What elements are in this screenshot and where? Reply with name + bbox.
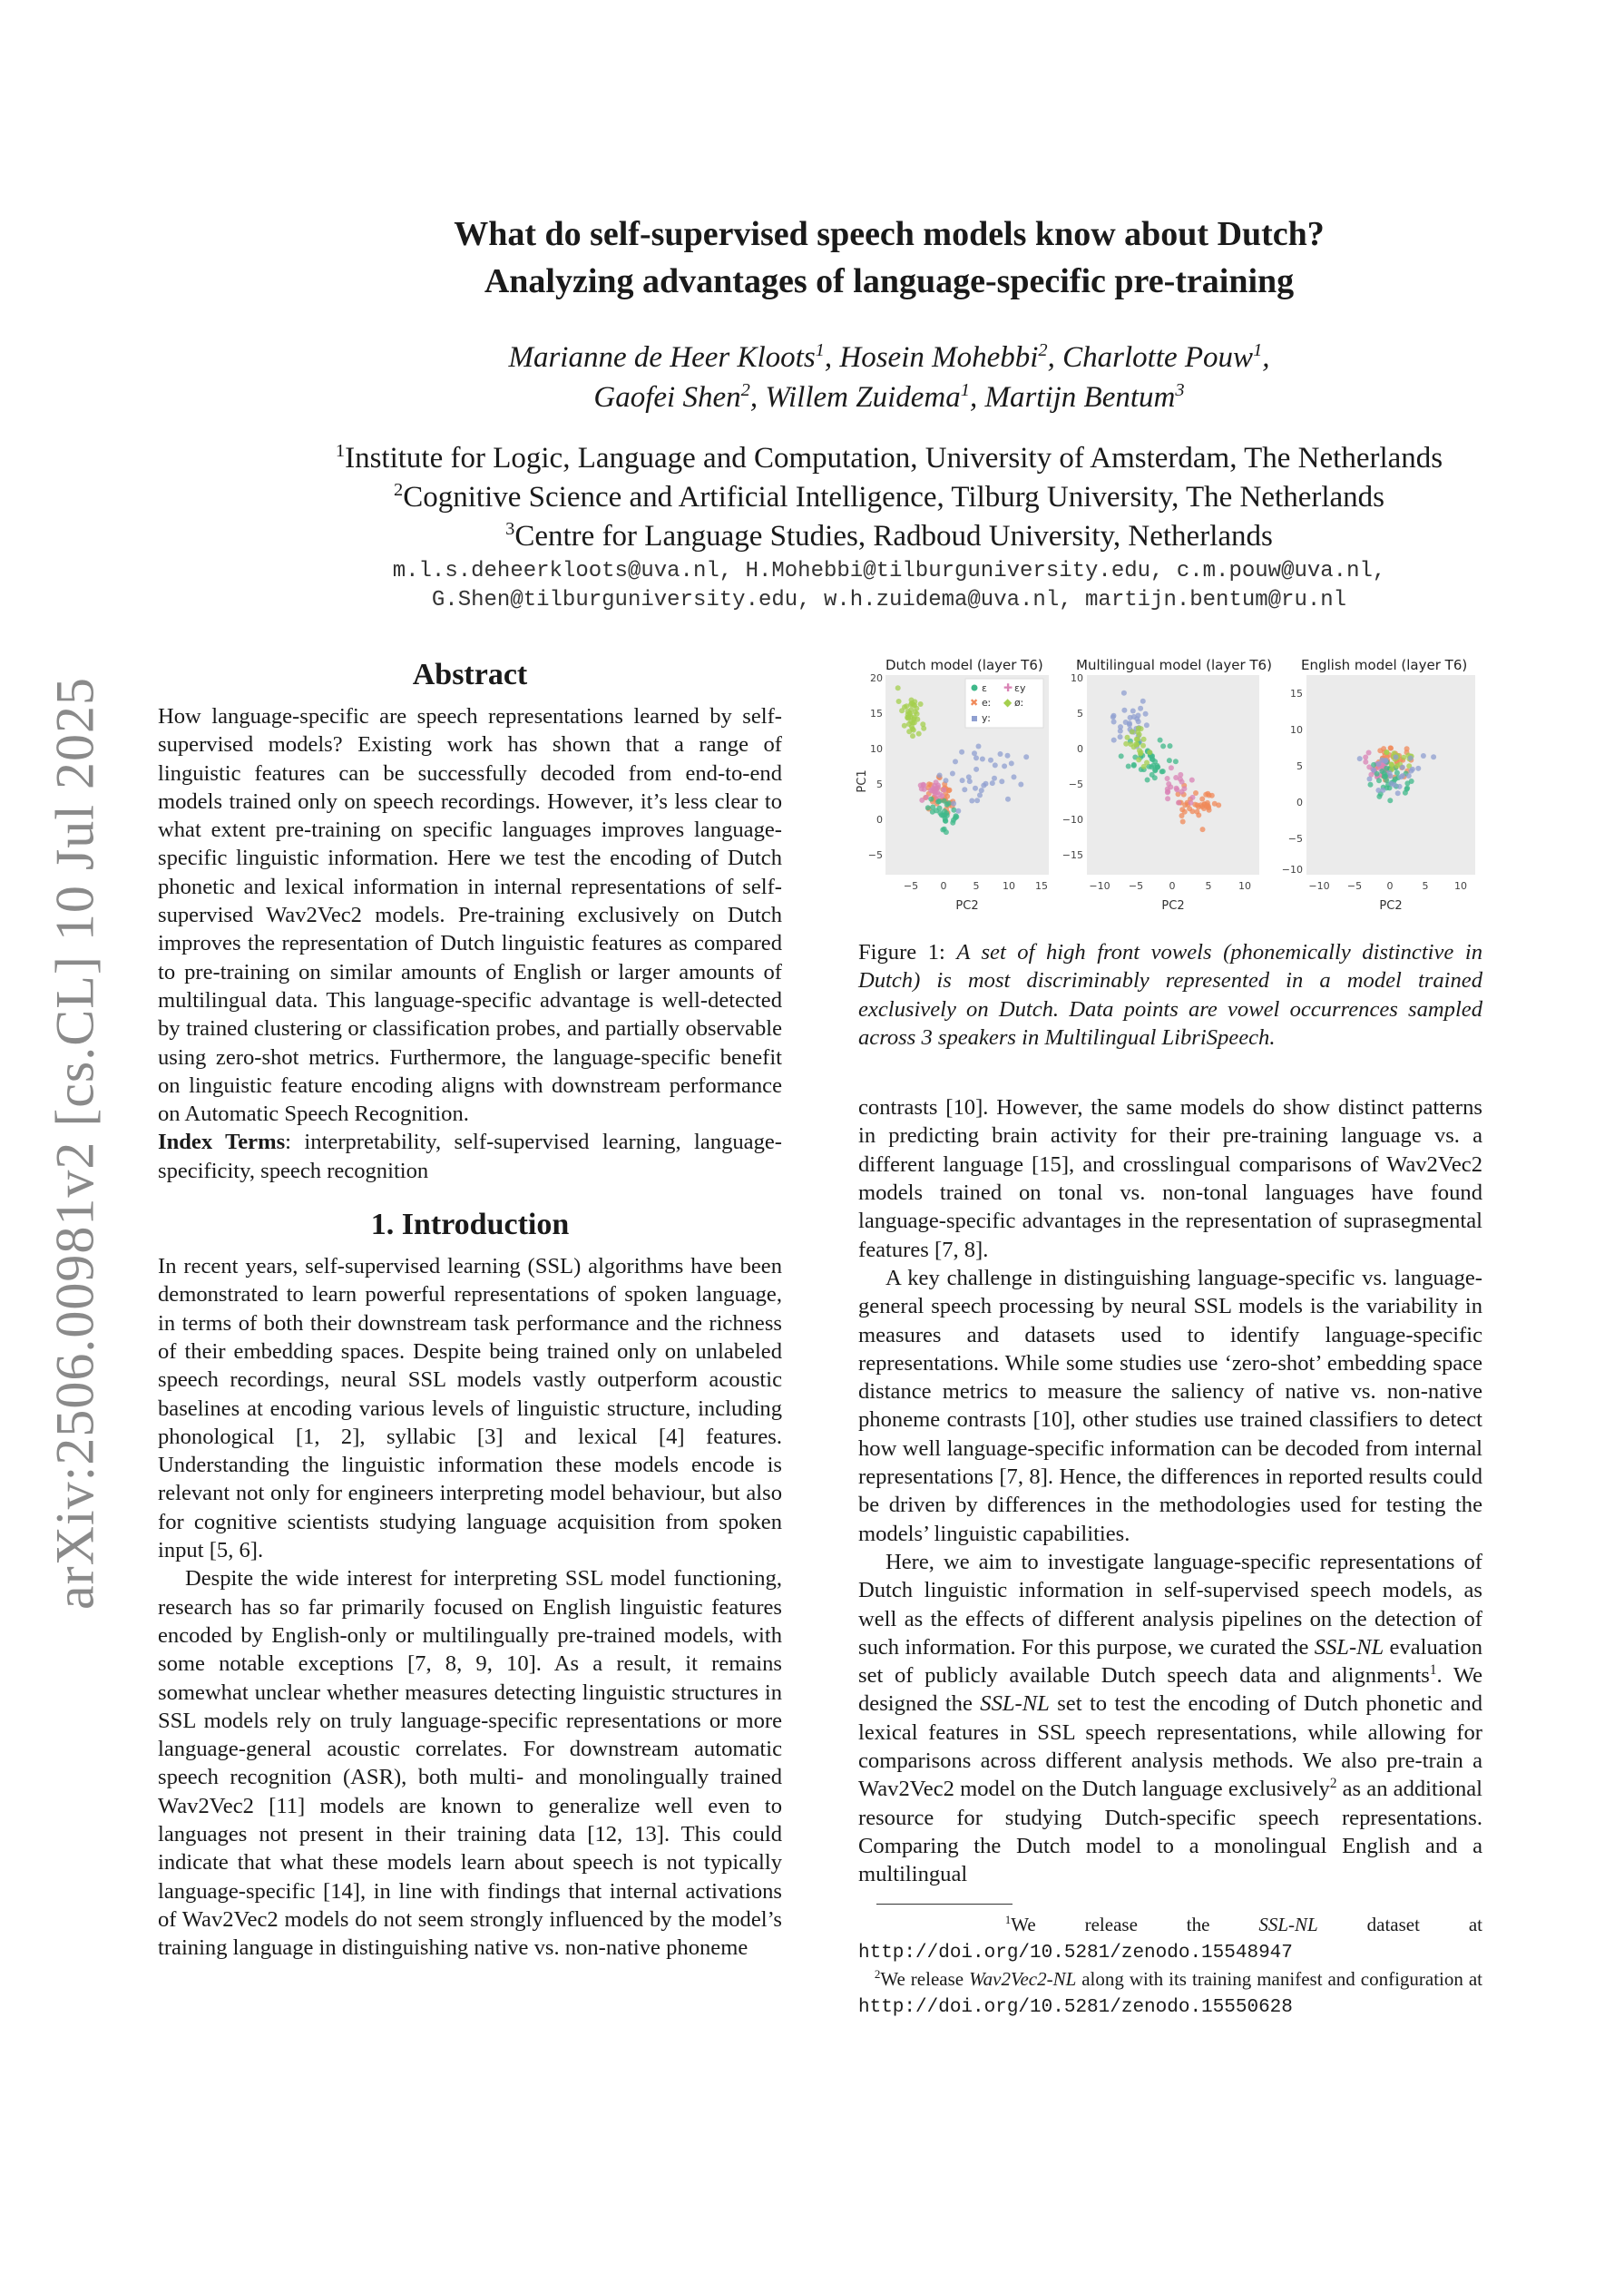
- scatter-point: [909, 700, 915, 706]
- scatter-point: [976, 744, 982, 749]
- scatter-point: [1125, 735, 1130, 740]
- scatter-point: [1205, 802, 1210, 808]
- dataset-name: SSL-NL: [1258, 1913, 1318, 1935]
- y-tick: 10: [1290, 724, 1303, 736]
- scatter-point: [1388, 745, 1394, 750]
- scatter-point: [1408, 756, 1414, 761]
- scatter-point: [902, 723, 907, 729]
- scatter-point: [935, 799, 941, 805]
- author-sep: ,: [969, 381, 985, 414]
- scatter-point: [911, 728, 916, 733]
- y-tick: 0: [876, 814, 883, 826]
- author-affil-mark: 1: [960, 380, 970, 400]
- text-span: We release the: [1011, 1913, 1259, 1935]
- scatter-point: [1139, 726, 1144, 731]
- scatter-point: [973, 786, 978, 791]
- scatter-point: [1111, 713, 1117, 719]
- scatter-point: [1005, 753, 1011, 759]
- author-affil-mark: 1: [1253, 340, 1263, 360]
- scatter-point: [1111, 738, 1117, 743]
- x-tick: 5: [1205, 880, 1212, 892]
- scatter-point: [972, 750, 977, 756]
- author-sep: ,: [1047, 341, 1063, 374]
- scatter-point: [1400, 773, 1405, 779]
- author-line-2: [154, 377, 1624, 417]
- scatter-point: [1180, 819, 1186, 825]
- dataset-name: SSL-NL: [980, 1691, 1050, 1717]
- scatter-point: [899, 708, 905, 713]
- scatter-point: [998, 751, 1003, 757]
- scatter-point: [1406, 773, 1412, 779]
- scatter-point: [1165, 776, 1170, 781]
- scatter-point: [1357, 756, 1363, 761]
- panel-title: Multilingual model (layer T6): [1076, 657, 1272, 673]
- scatter-point: [944, 794, 950, 799]
- text-span: as an additional resource for studying Dutch-specific speech representations. Comparing the Dutch model to a monolingual English and a multilingual: [858, 1777, 1483, 1887]
- scatter-point: [950, 771, 955, 777]
- scatter-point: [1138, 706, 1143, 711]
- legend-label: ɛy: [1014, 682, 1026, 694]
- email-line-1: m.l.s.deheerkloots@uva.nl, H.Mohebbi@tilburguniversity.edu, c.m.pouw@uva.nl,: [392, 559, 1386, 583]
- footnote-marker: 1: [1429, 1661, 1437, 1678]
- scatter-point: [1363, 755, 1368, 760]
- scatter-point: [1397, 784, 1403, 789]
- intro-paragraph-5: [858, 1548, 1482, 1889]
- scatter-point: [1155, 765, 1160, 770]
- scatter-point: [1368, 782, 1374, 788]
- x-tick: 10: [1238, 880, 1251, 892]
- scatter-point: [910, 720, 915, 726]
- doi-link[interactable]: http://doi.org/10.5281/zenodo.15548947: [858, 1942, 1293, 1964]
- scatter-point: [895, 685, 901, 691]
- legend-marker: [972, 716, 977, 721]
- scatter-point: [1194, 809, 1199, 815]
- arxiv-id: arXiv:2506.00981v2 [cs.CL] 10 Jul 2025: [44, 677, 105, 1610]
- scatter-point: [934, 779, 939, 785]
- scatter-point: [1199, 797, 1205, 802]
- x-tick: −10: [1308, 880, 1330, 892]
- scatter-point: [1005, 797, 1011, 802]
- scatter-point: [993, 762, 998, 768]
- scatter-point: [1207, 808, 1212, 813]
- scatter-point: [944, 778, 949, 783]
- scatter-point: [905, 714, 911, 720]
- scatter-point: [1167, 758, 1172, 763]
- x-tick: −10: [1089, 880, 1110, 892]
- scatter-point: [930, 805, 935, 810]
- scatter-point: [967, 779, 973, 784]
- index-terms: [158, 1128, 782, 1185]
- author-name: Gaofei Shen: [593, 381, 741, 414]
- author-emails: [154, 557, 1624, 615]
- scatter-point: [928, 797, 934, 802]
- scatter-point: [1431, 754, 1436, 759]
- panel-title: English model (layer T6): [1301, 657, 1468, 673]
- scatter-point: [1366, 750, 1372, 756]
- scatter-point: [979, 788, 984, 793]
- author-sep: ,: [1262, 341, 1270, 374]
- scatter-point: [1145, 778, 1150, 783]
- x-tick: −5: [1128, 880, 1144, 892]
- scatter-point: [1198, 802, 1204, 808]
- abstract-text: How language-specific are speech representations learned by self-supervised models? Existing work has shown that a range of linguistic features can be successfully decoded from end-to-end models trained only on speech recordings. However, it’s less clear to what extent pre-training on specific languages improves language-specific linguistic information. Here we test the encoding of Dutch phonetic and lexical information in internal representations of self-supervised Wav2Vec2 models. Pre-training exclusively on Dutch improves the representation of Dutch linguistic features as compared to pre-training on similar amounts of English or larger amounts of multilingual data. This language-specific advantage is well-detected by trained clustering or classification probes, and partially observable using zero-shot metrics. Furthermore, the language-specific benefit on linguistic feature encoding aligns with downstream performance on Automatic Speech Recognition.: [158, 704, 782, 1127]
- scatter-point: [980, 757, 985, 762]
- scatter-point: [1136, 757, 1141, 762]
- scatter-point: [1002, 763, 1007, 769]
- x-axis-label: PC2: [1379, 899, 1403, 913]
- scatter-point: [1384, 749, 1389, 755]
- footnote-1: [858, 1912, 1482, 1966]
- figure-1-caption-text: A set of high front vowels (phonemically distinctive in Dutch) is most discriminably represented in a model trained exclusively on Dutch. Data points are vowel occurrences sampled across 3 speakers in Multilingual LibriSpeech.: [858, 940, 1482, 1050]
- scatter-point: [959, 749, 964, 755]
- figure-1-scatter-plots: [858, 659, 1482, 913]
- scatter-point: [1144, 722, 1150, 728]
- author-name: Charlotte Pouw: [1062, 341, 1254, 374]
- author-affil-mark: 2: [1038, 340, 1048, 360]
- scatter-point: [943, 818, 948, 824]
- author-sep: ,: [824, 341, 840, 374]
- y-tick: 20: [870, 672, 883, 684]
- scatter-point: [973, 767, 979, 772]
- affiliation-list: [154, 439, 1624, 556]
- affil-text: Centre for Language Studies, Radboud University, Netherlands: [514, 520, 1273, 553]
- y-tick: −5: [1068, 779, 1083, 790]
- scatter-point: [1130, 709, 1136, 714]
- scatter-point: [1400, 765, 1405, 770]
- y-tick: 15: [870, 708, 883, 720]
- scatter-point: [1131, 714, 1137, 720]
- scatter-point: [1018, 782, 1023, 788]
- footnote-2: [858, 1966, 1482, 2021]
- scatter-point: [973, 755, 979, 760]
- affil-text: Institute for Logic, Language and Computation, University of Amsterdam, The Netherlands: [345, 442, 1443, 475]
- scatter-point: [953, 759, 958, 764]
- x-tick: 5: [1422, 880, 1429, 892]
- affiliation: [154, 517, 1624, 556]
- scatter-point: [941, 788, 946, 793]
- vowel-legend: [965, 679, 1043, 728]
- legend-marker: ✚: [1003, 681, 1013, 694]
- x-tick: 5: [973, 880, 980, 892]
- scatter-point: [1371, 768, 1376, 773]
- scatter-point: [1363, 759, 1368, 765]
- scatter-point: [1135, 737, 1140, 742]
- scatter-point: [1168, 743, 1173, 749]
- legend-label: yː: [982, 712, 992, 724]
- x-tick: 0: [1386, 880, 1394, 892]
- footnote-num: 2: [874, 1966, 881, 1981]
- scatter-point: [1123, 741, 1129, 747]
- author-name: Marianne de Heer Kloots: [508, 341, 816, 374]
- y-tick: 15: [1290, 688, 1303, 700]
- footnote-marker: 2: [1329, 1776, 1337, 1792]
- scatter-point: [1012, 774, 1017, 779]
- figure-1-caption: [858, 938, 1482, 1052]
- author-list: [154, 338, 1624, 417]
- scatter-point: [1131, 763, 1137, 769]
- text-span: evaluation set of publicly available Dutch speech data and alignments: [858, 1634, 1482, 1689]
- text-span: . We designed the: [858, 1663, 1483, 1717]
- scatter-point: [954, 814, 959, 819]
- x-tick: 15: [1035, 880, 1048, 892]
- affil-num: 1: [335, 441, 346, 461]
- y-tick: 5: [1296, 760, 1303, 772]
- legend-marker: ◆: [1003, 696, 1013, 709]
- affiliation: [154, 439, 1624, 478]
- y-tick: −10: [1281, 864, 1303, 876]
- scatter-point: [1140, 743, 1146, 749]
- scatter-point: [1158, 738, 1163, 743]
- scatter-point: [1375, 788, 1381, 793]
- scatter-point: [896, 699, 902, 704]
- scatter-point: [1130, 730, 1135, 735]
- author-affil-mark: 1: [815, 340, 825, 360]
- figure-1-label: Figure 1:: [858, 940, 957, 965]
- doi-link[interactable]: http://doi.org/10.5281/zenodo.15550628: [858, 1996, 1293, 2018]
- scatter-point: [1189, 778, 1195, 783]
- text-span: along with its training manifest and configuration at: [1076, 1967, 1483, 1990]
- scatter-point: [1147, 749, 1152, 755]
- scatter-point: [1173, 775, 1179, 780]
- scatter-point: [924, 795, 929, 800]
- scatter-point: [1118, 729, 1123, 734]
- text-span: Here, we aim to investigate language-specific representations of Dutch linguistic information in self-supervised speech models, as well as the effects of different analysis pipelines on the detection of such information. For this purpose, we curated the: [858, 1549, 1482, 1660]
- index-terms-text: : interpretability, self-supervised learning, language-specificity, speech recognition: [158, 1130, 782, 1183]
- scatter-point: [1150, 757, 1155, 762]
- scatter-point: [1387, 798, 1393, 803]
- scatter-point: [1009, 760, 1014, 766]
- author-sep: ,: [749, 381, 766, 414]
- scatter-point: [944, 829, 949, 835]
- scatter-point: [1371, 762, 1376, 768]
- y-tick: 0: [1077, 743, 1083, 755]
- scatter-point: [977, 792, 983, 798]
- index-terms-label: Index Terms: [158, 1130, 286, 1155]
- x-ticks: [904, 880, 1048, 892]
- scatter-point: [1139, 749, 1144, 755]
- scatter-point: [1394, 754, 1399, 759]
- y-tick: −15: [1061, 849, 1083, 861]
- scatter-point: [969, 798, 974, 804]
- author-name: Martijn Bentum: [984, 381, 1176, 414]
- scatter-point: [1137, 732, 1142, 738]
- scatter-point: [1394, 763, 1400, 769]
- figure-1: [858, 659, 1482, 913]
- scatter-point: [999, 779, 1004, 784]
- scatter-point: [1160, 743, 1166, 749]
- x-tick: −5: [1346, 880, 1363, 892]
- scatter-point: [1127, 722, 1132, 728]
- scatter-point: [1389, 762, 1394, 768]
- scatter-point: [1119, 753, 1124, 759]
- y-tick: 5: [876, 779, 883, 790]
- legend-label: eː: [982, 697, 992, 709]
- text-span: We release: [880, 1967, 970, 1990]
- dataset-name: SSL-NL: [1314, 1634, 1384, 1660]
- scatter-point: [1121, 708, 1127, 713]
- scatter-point: [981, 783, 986, 788]
- scatter-point: [1141, 737, 1147, 742]
- title-line-2: Analyzing advantages of language-specific pre-training: [484, 262, 1295, 300]
- scatter-point: [1179, 813, 1185, 818]
- footnote-rule: [876, 1904, 1013, 1905]
- scatter-point: [1367, 777, 1373, 782]
- legend-marker: [972, 685, 978, 691]
- scatter-point: [931, 786, 936, 791]
- x-tick: 10: [1003, 880, 1015, 892]
- y-ticks: [868, 672, 883, 861]
- scatter-point: [1143, 711, 1149, 717]
- scatter-point: [921, 782, 926, 788]
- title-line-1: What do self-supervised speech models know about Dutch?: [454, 215, 1325, 253]
- intro-paragraph-2: Despite the wide interest for interpreting SSL model functioning, research has so far primarily focused on English linguistic features encoded by English-only or multilingually pre-trained models, with some notable exceptions [7, 8, 9, 10]. As a result, it remains somewhat unclear whether measures detecting linguistic structures in SSL models rely on truly language-specific representations or more language-general acoustic correlates. For downstream automatic speech recognition (ASR), both multi- and monolingually trained Wav2Vec2 [11] models are known to generalize well even to languages not present in their training data [12, 13]. This could indicate that what these models learn about speech is not typically language-specific [14], in line with findings that internal activations of Wav2Vec2 models do not seem strongly influenced by the model’s training language in distinguishing native vs. non-native phoneme: [158, 1566, 782, 1961]
- scatter-point: [1168, 784, 1173, 789]
- scatter-point: [1376, 778, 1382, 783]
- scatter-point: [910, 733, 915, 739]
- intro-paragraph-3: contrasts [10]. However, the same models do show distinct patterns in predicting brain activity for their pre-training language vs. a different language [15], and crosslingual comparisons of Wav2Vec2 models trained on tonal vs. non-tonal languages have found language-specific advantages in the representation of suprasegmental features [7, 8].: [858, 1095, 1482, 1262]
- x-axis-label: PC2: [955, 899, 979, 913]
- abstract-heading: Abstract: [412, 658, 528, 691]
- author-affil-mark: 2: [740, 380, 750, 400]
- legend-label: ɛ: [982, 682, 987, 694]
- scatter-point: [925, 805, 931, 810]
- scatter-point: [960, 778, 965, 783]
- scatter-point: [1200, 827, 1206, 832]
- arxiv-sidebar-stamp: [25, 626, 125, 1660]
- affil-num: 2: [394, 480, 404, 500]
- scatter-point: [1165, 796, 1170, 801]
- y-tick: −5: [1287, 833, 1303, 845]
- scatter-point: [1189, 800, 1194, 806]
- y-tick: −5: [867, 849, 883, 861]
- scatter-point: [1193, 790, 1198, 796]
- x-ticks: [1089, 880, 1251, 892]
- scatter-point: [1179, 789, 1185, 795]
- scatter-point: [1404, 746, 1410, 751]
- left-column: [158, 655, 782, 1962]
- scatter-point: [1190, 795, 1196, 800]
- scatter-point: [1160, 769, 1166, 774]
- scatter-point: [988, 758, 993, 763]
- legend-label: øː: [1014, 697, 1024, 709]
- email-line-2: G.Shen@tilburguniversity.edu, w.h.zuidema@uva.nl, martijn.bentum@ru.nl: [431, 588, 1347, 612]
- author-name: Hosein Mohebbi: [839, 341, 1039, 374]
- panel-title: Dutch model (layer T6): [885, 657, 1043, 673]
- scatter-point: [1389, 781, 1394, 787]
- scatter-point: [1404, 787, 1410, 792]
- scatter-point: [1401, 755, 1406, 760]
- scatter-point: [1131, 744, 1137, 749]
- affil-text: Cognitive Science and Artificial Intelligence, Tilburg University, The Netherlands: [403, 481, 1384, 514]
- scatter-point: [1121, 691, 1127, 696]
- scatter-point: [1205, 791, 1210, 797]
- y-ticks: [1062, 672, 1083, 861]
- scatter-point: [1174, 787, 1179, 792]
- legend-marker: ✖: [970, 697, 979, 709]
- y-tick: 10: [870, 743, 883, 755]
- scatter-point: [912, 715, 917, 720]
- scatter-point: [905, 709, 911, 714]
- x-tick: 0: [940, 880, 947, 892]
- paper-title: [154, 211, 1624, 305]
- x-tick: 0: [1169, 880, 1176, 892]
- scatter-point: [1410, 767, 1415, 772]
- x-axis-label: PC2: [1161, 899, 1185, 913]
- y-tick: 10: [1071, 672, 1083, 684]
- scatter-point: [1126, 764, 1131, 769]
- author-affil-mark: 3: [1175, 380, 1185, 400]
- intro-paragraph-1: In recent years, self-supervised learning (SSL) algorithms have been demonstrated to learn powerful representations of spoken language, in terms of both their downstream task performance and the richness of their embedding spaces. Despite being trained only on unlabeled speech recordings, neural SSL models vastly outperform acoustic baselines at encoding various levels of linguistic structure, including phonological [1, 2], syllabic [3] and lexical [4] features. Understanding the linguistic information these models encode is relevant not only for engineers interpreting model behaviour, but also for cognitive scientists studying language acquisition from spoken input [5, 6].: [158, 1254, 782, 1563]
- scatter-point: [992, 776, 997, 781]
- x-tick: 10: [1454, 880, 1467, 892]
- scatter-point: [1144, 760, 1150, 766]
- scatter-point: [1140, 699, 1146, 704]
- text-span: set to test the encoding of Dutch phonetic and lexical features in SSL speech representations, while allowing for comparisons across different analysis methods. We also pre-train a Wav2Vec2 model on the Dutch language exclusively: [858, 1691, 1482, 1802]
- x-tick: −5: [903, 880, 919, 892]
- scatter-point: [1387, 770, 1393, 776]
- scatter-point: [1404, 780, 1410, 786]
- scatter-point: [1118, 734, 1123, 740]
- y-axis-label: PC1: [856, 769, 869, 793]
- footnote-num: 1: [1004, 1912, 1012, 1926]
- scatter-point: [1395, 790, 1401, 796]
- scatter-point: [955, 808, 961, 814]
- introduction-heading: 1. Introduction: [370, 1208, 570, 1242]
- model-name: Wav2Vec2-NL: [969, 1967, 1077, 1990]
- y-tick: −10: [1061, 814, 1083, 826]
- scatter-point: [946, 800, 952, 806]
- scatter-point: [974, 798, 980, 803]
- scatter-point: [937, 773, 943, 779]
- y-tick: 0: [1296, 797, 1303, 808]
- scatter-point: [1023, 754, 1029, 759]
- right-column: [858, 659, 1482, 2021]
- scatter-point: [1421, 753, 1426, 759]
- scatter-point: [1415, 766, 1421, 771]
- affiliation: [154, 478, 1624, 517]
- author-line-1: [154, 338, 1624, 377]
- scatter-point: [951, 801, 956, 807]
- scatter-point: [921, 726, 926, 731]
- affil-num: 3: [505, 519, 515, 539]
- scatter-point: [1394, 770, 1400, 776]
- scatter-point: [1169, 765, 1174, 770]
- scatter-point: [990, 780, 995, 786]
- author-name: Willem Zuidema: [765, 381, 961, 414]
- text-span: dataset at: [1317, 1913, 1482, 1935]
- scatter-point: [1111, 720, 1117, 725]
- intro-paragraph-4: A key challenge in distinguishing language-specific vs. language-general speech processing by neural SSL models is the variability in measures and datasets used to identify language-specific representations. While some studies use ‘zero-shot’ embedding space distance metrics to measure the saliency of native vs. non-native phoneme contrasts [10], other studies use trained classifiers to detect how well language-specific information can be decoded from internal representations [7, 8]. Hence, the differences in reported results could be driven by differences in the methodologies used for testing the models’ linguistic capabilities.: [858, 1265, 1482, 1546]
- scatter-point: [1173, 759, 1179, 764]
- scatter-point: [962, 787, 967, 792]
- scatter-point: [1379, 758, 1384, 763]
- scatter-point: [1382, 774, 1387, 779]
- y-tick: 5: [1077, 708, 1083, 720]
- scatter-point: [1165, 789, 1170, 795]
- scatter-point: [918, 701, 924, 707]
- x-ticks: [1308, 880, 1467, 892]
- y-ticks: [1282, 688, 1303, 876]
- scatter-point: [916, 731, 922, 737]
- scatter-point: [1176, 800, 1181, 806]
- scatter-point: [944, 813, 950, 818]
- panel-background: [1087, 675, 1259, 875]
- scatter-point: [1216, 802, 1221, 808]
